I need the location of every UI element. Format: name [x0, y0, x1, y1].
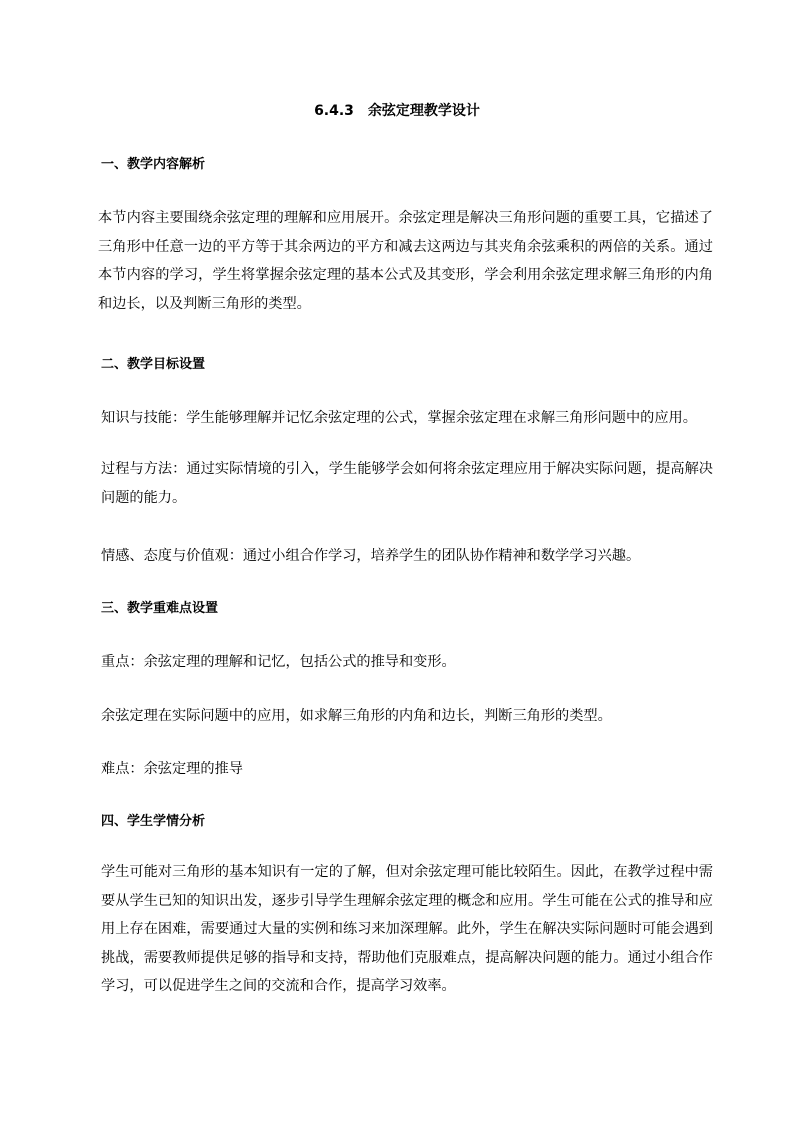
- goal-knowledge-skills: 知识与技能：学生能够理解并记忆余弦定理的公式，掌握余弦定理在求解三角形问题中的应用。: [101, 410, 697, 426]
- key-point-understanding: 重点：余弦定理的理解和记忆，包括公式的推导和变形。: [101, 654, 456, 670]
- document-title: 6.4.3 余弦定理教学设计: [314, 103, 480, 119]
- student-analysis-paragraph: 学生可能对三角形的基本知识有一定的了解，但对余弦定理可能比较陌生。因此，在教学过程中需要从学生已知的知识出发，逐步引导学生理解余弦定理的概念和应用。学生可能在公式的推导和应用上存在困难，需要通过大量的实例和练习来加深理解。此外，学生在解决实际问题时可能会遇到挑战，需要教师提供足够的指导和支持，帮助他们克服难点，提高解决问题的能力。通过小组合作学习，可以促进学生之间的交流和合作，提高学习效率。: [101, 864, 713, 994]
- content-analysis-paragraph: 本节内容主要围绕余弦定理的理解和应用展开。余弦定理是解决三角形问题的重要工具，它描述了三角形中任意一边的平方等于其余两边的平方和减去这两边与其夹角余弦乘积的两倍的关系。通过本节内容的学习，学生将掌握余弦定理的基本公式及其变形，学会利用余弦定理求解三角形的内角和边长，以及判断三角形的类型。: [98, 210, 713, 312]
- section-heading-student-analysis: 四、学生学情分析: [101, 814, 206, 829]
- key-point-application: 余弦定理在实际问题中的应用，如求解三角形的内角和边长，判断三角形的类型。: [101, 708, 612, 724]
- section-heading-content-analysis: 一、教学内容解析: [101, 157, 206, 172]
- goal-process-methods: 过程与方法：通过实际情境的引入，学生能够学会如何将余弦定理应用于解决实际问题，提高解决问题的能力。: [101, 461, 713, 506]
- difficult-point: 难点：余弦定理的推导: [101, 761, 243, 777]
- section-heading-key-difficult-points: 三、教学重难点设置: [101, 601, 219, 616]
- goal-emotion-attitude: 情感、态度与价值观：通过小组合作学习，培养学生的团队协作精神和数学学习兴趣。: [101, 548, 641, 564]
- section-heading-teaching-goals: 二、教学目标设置: [101, 357, 206, 372]
